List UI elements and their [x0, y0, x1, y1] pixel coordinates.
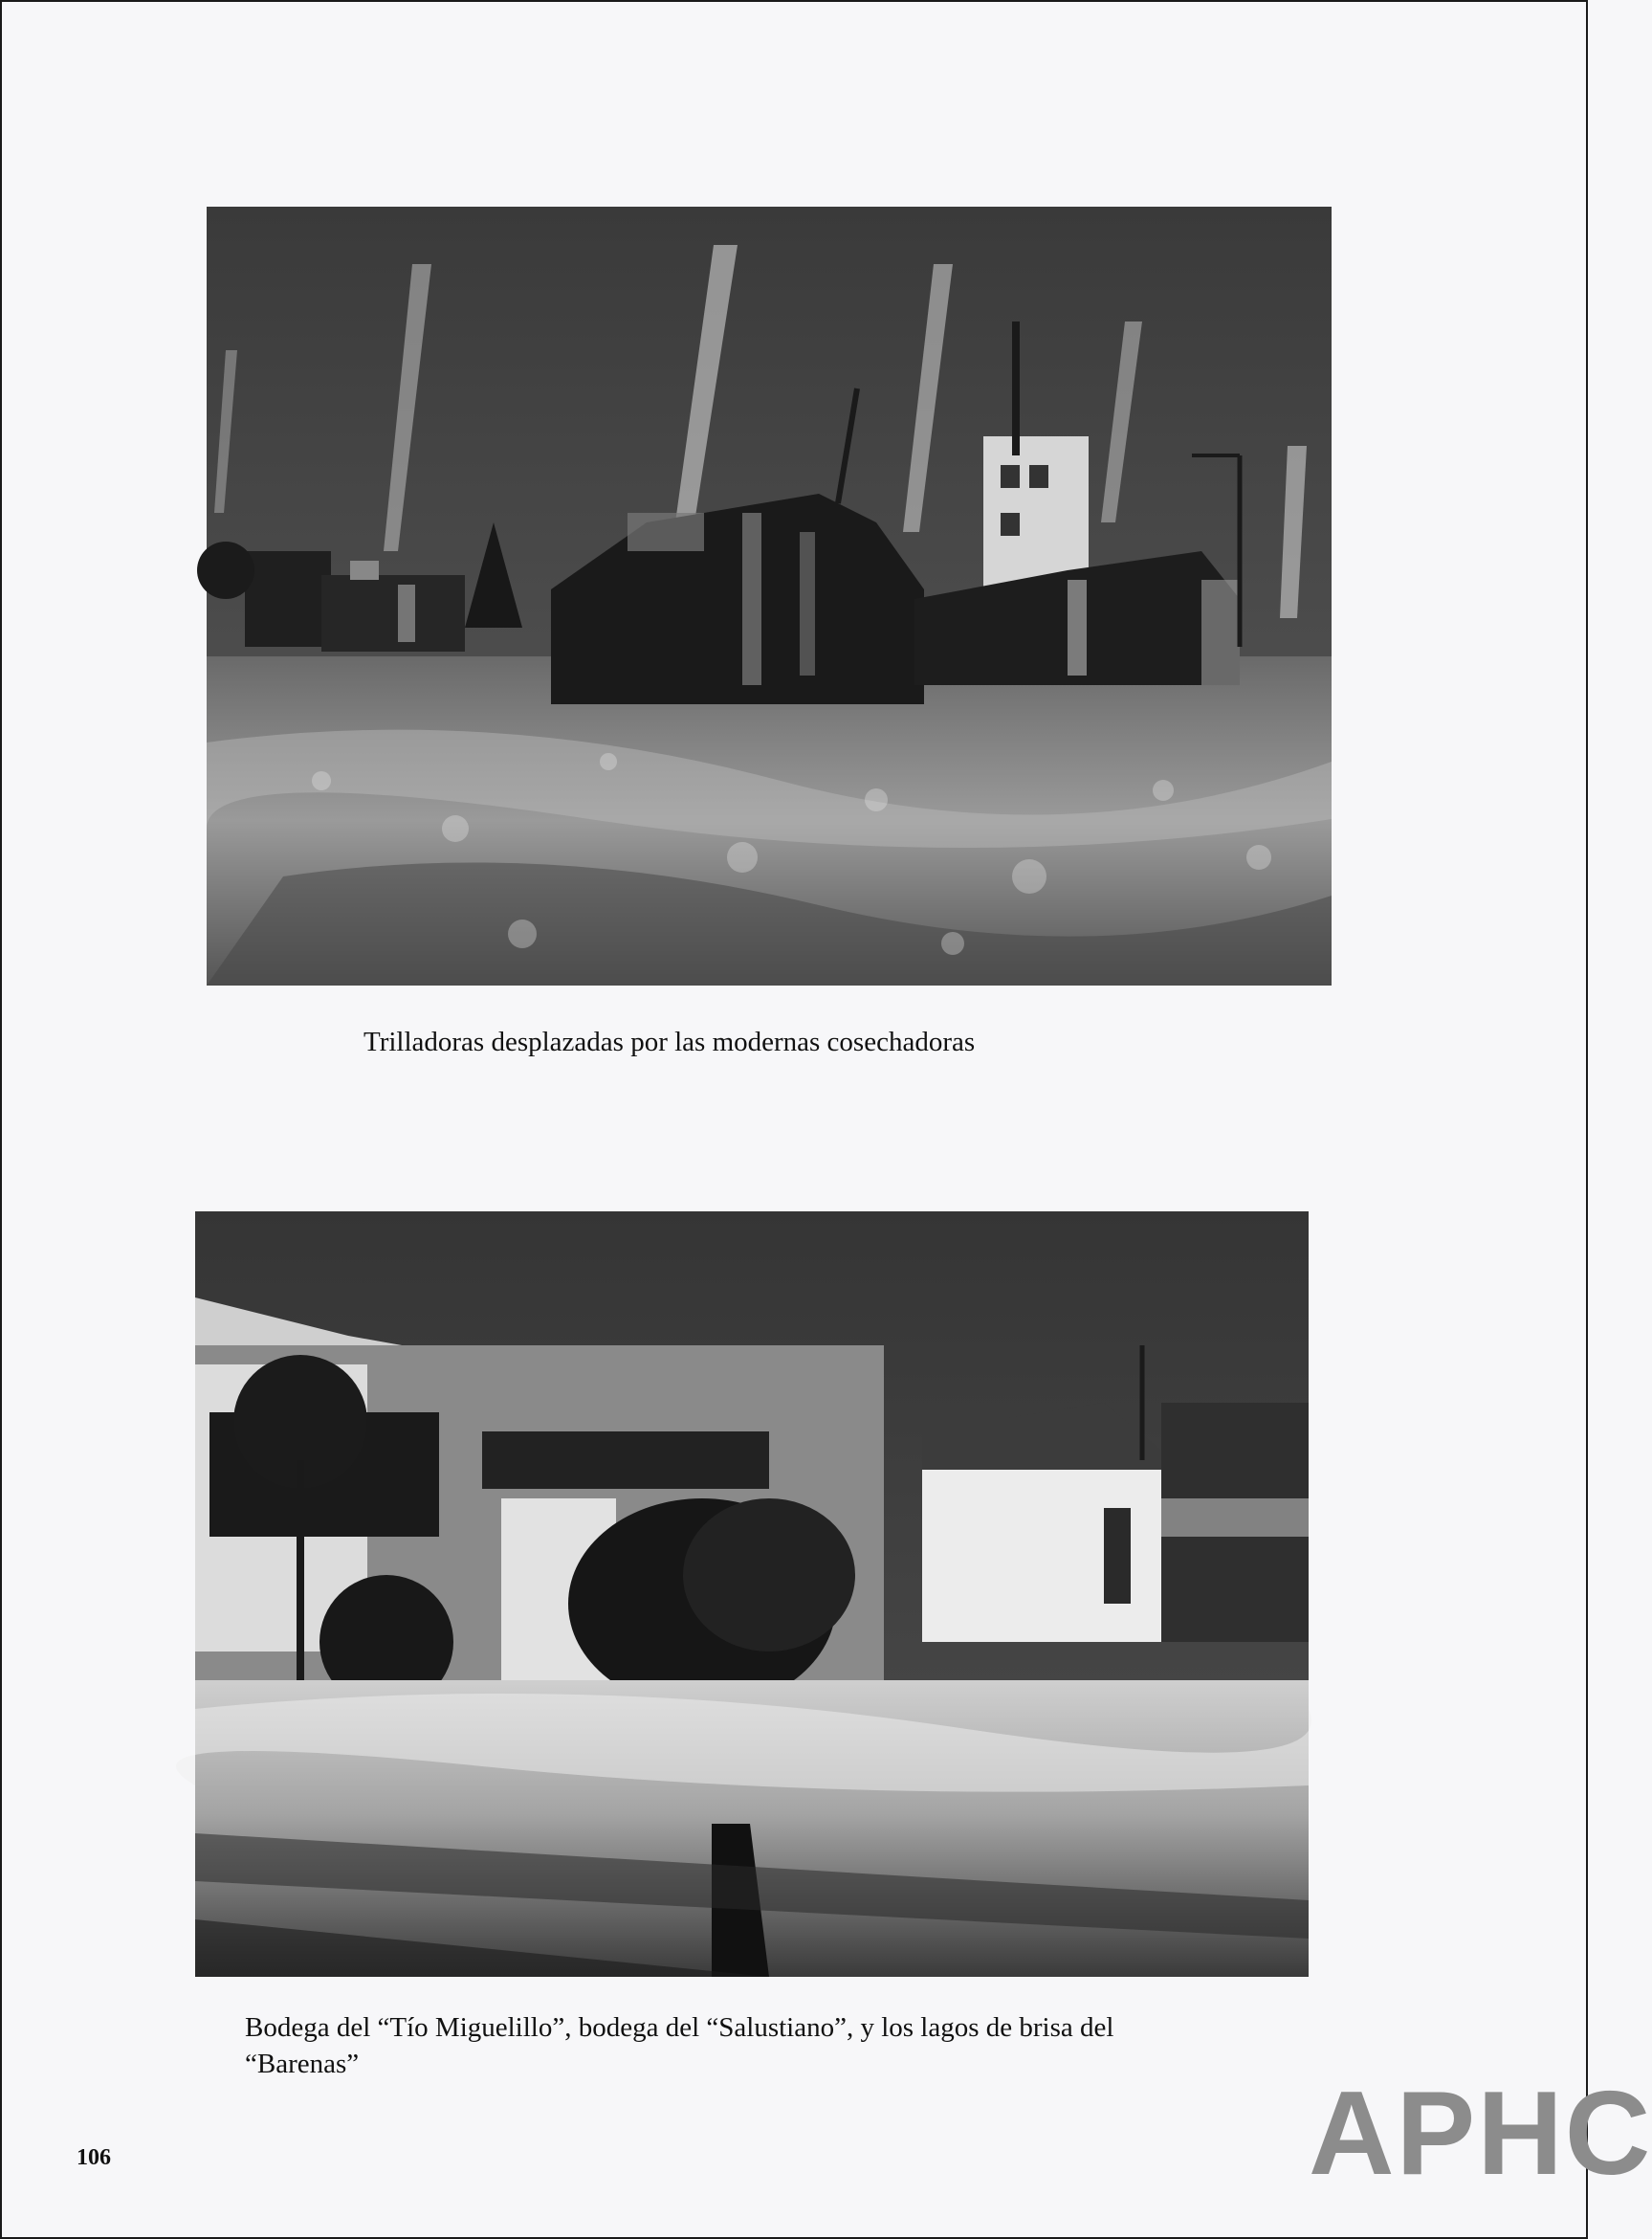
- photo-threshing-machines-image: [207, 207, 1332, 986]
- caption-wineries: [245, 2009, 1278, 2082]
- caption-wineries-line-2: “Barenas”: [245, 2049, 360, 2079]
- photo-wineries-image: [195, 1211, 1309, 1977]
- caption-wineries-line-1: Bodega del “Tío Miguelillo”, bodega del “Salustiano”, y los lagos de brisa del: [245, 2012, 1114, 2043]
- page-number: 106: [77, 2145, 111, 2170]
- photo-wineries: [195, 1211, 1309, 1977]
- caption-threshing-machines: Trilladoras desplazadas por las modernas cosechadoras: [363, 1027, 976, 1057]
- watermark-logo: APHC: [1309, 2068, 1652, 2200]
- photo-threshing-machines: [207, 207, 1332, 986]
